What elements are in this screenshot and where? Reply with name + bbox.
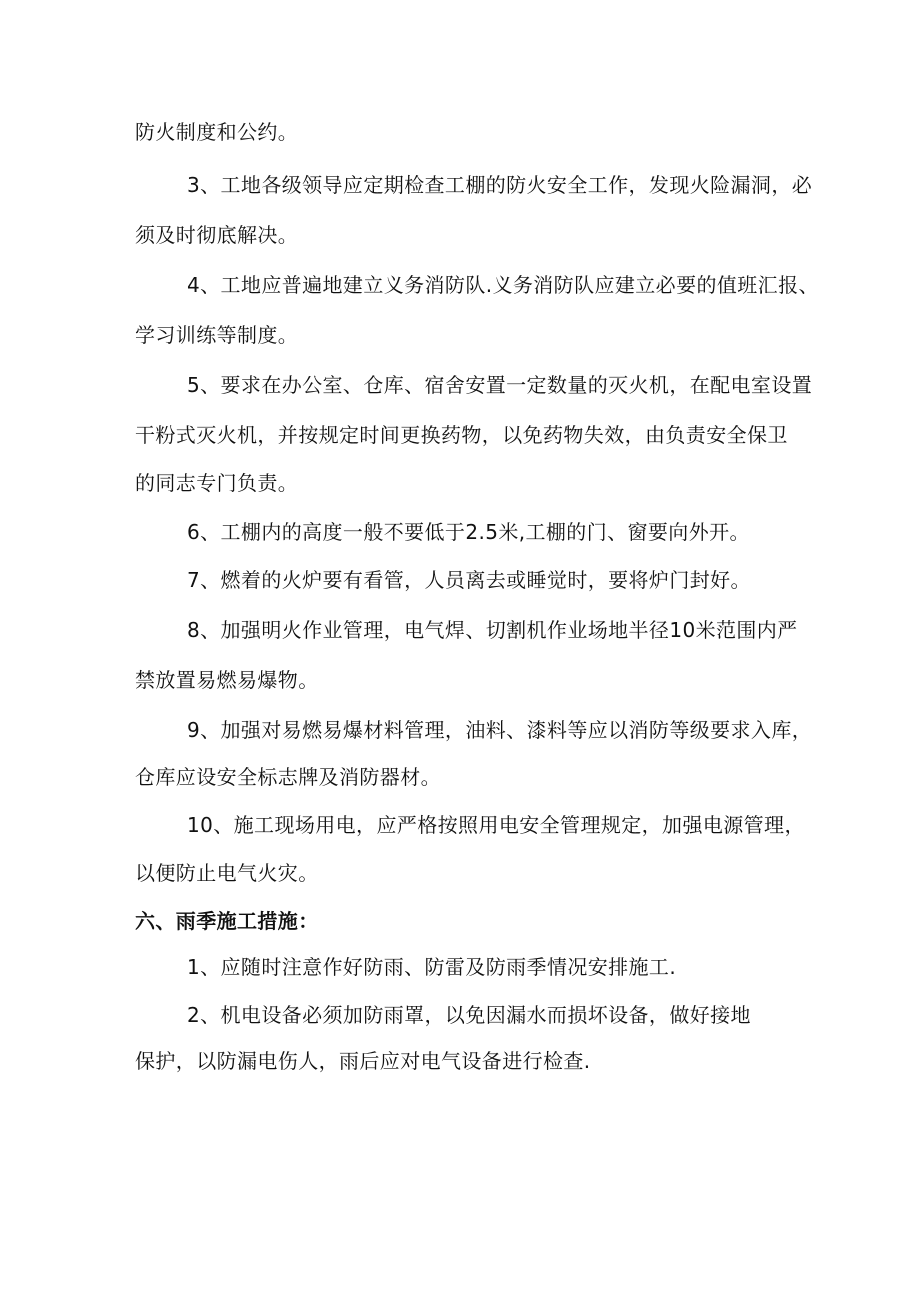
paragraph-line: 的同志专门负责。 [135, 471, 299, 495]
paragraph-line: 防火制度和公约。 [135, 120, 299, 144]
paragraph-line: 9、加强对易燃易爆材料管理，油料、漆料等应以消防等级要求入库， [187, 718, 813, 742]
paragraph-line: 8、加强明火作业管理，电气焊、切割机作业场地半径10米范围内严 [187, 618, 798, 642]
paragraph-line: 以便防止电气火灾。 [135, 861, 319, 885]
paragraph-line: 学习训练等制度。 [135, 323, 299, 347]
paragraph-line: 须及时彻底解决。 [135, 223, 299, 247]
paragraph-line: 2、机电设备必须加防雨罩，以免因漏水而损坏设备，做好接地 [187, 1003, 751, 1027]
paragraph-line: 1、应随时注意作好防雨、防雷及防雨季情况安排施工. [187, 955, 677, 979]
paragraph-line: 保护，以防漏电伤人，雨后应对电气设备进行检查. [135, 1049, 591, 1073]
paragraph-line: 禁放置易燃易爆物。 [135, 668, 319, 692]
section-heading: 六、雨季施工措施： [135, 909, 319, 933]
paragraph-line: 仓库应设安全标志牌及消防器材。 [135, 765, 441, 789]
paragraph-line: 干粉式灭火机，并按规定时间更换药物，以免药物失效，由负责安全保卫 [135, 423, 788, 447]
paragraph-line: 5、要求在办公室、仓库、宿舍安置一定数量的灭火机，在配电室设置 [187, 373, 813, 397]
paragraph-line: 7、燃着的火炉要有看管，人员离去或睡觉时，要将炉门封好。 [187, 568, 751, 592]
paragraph-line: 6、工棚内的高度一般不要低于2.5米,工棚的门、窗要向外开。 [187, 520, 750, 544]
paragraph-line: 3、工地各级领导应定期检查工棚的防火安全工作，发现火险漏洞，必 [187, 173, 813, 197]
paragraph-line: 4、工地应普遍地建立义务消防队.义务消防队应建立必要的值班汇报、 [187, 273, 819, 297]
paragraph-line: 10、施工现场用电，应严格按照用电安全管理规定，加强电源管理， [187, 813, 805, 837]
